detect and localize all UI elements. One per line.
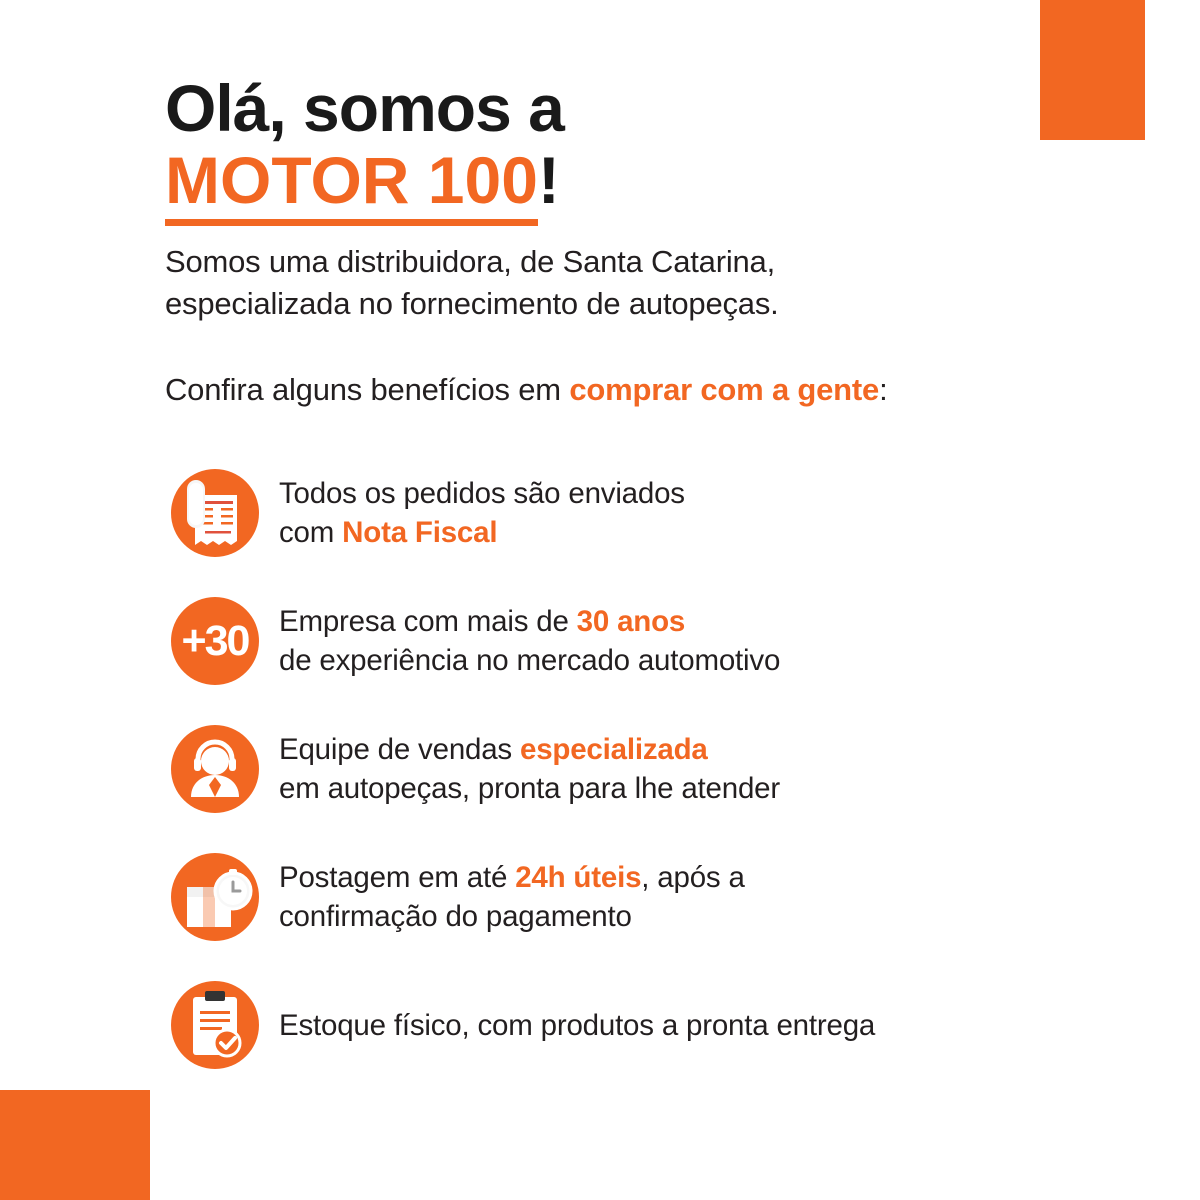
list-item-text xyxy=(279,730,780,808)
benefit-4-line-2: confirmação do pagamento xyxy=(279,900,632,934)
benefit-5-line-1: Estoque físico, com produtos a pronta entrega xyxy=(279,1008,876,1042)
benefits-lead-in-suffix: : xyxy=(879,372,888,408)
benefit-3-line-2: em autopeças, pronta para lhe atender xyxy=(279,772,780,806)
list-item-text xyxy=(279,474,685,552)
brand-name: MOTOR 100 xyxy=(165,143,538,226)
headset-agent-icon xyxy=(165,719,265,819)
intro-line-2: especializada no fornecimento de autopeças. xyxy=(165,286,779,322)
page-title-line-1: Olá, somos a xyxy=(165,71,564,145)
benefit-4-line-1-suffix: , após a xyxy=(641,861,745,895)
main-content xyxy=(165,71,1065,1103)
plus-thirty-label: +30 xyxy=(181,616,249,665)
benefits-lead-in-prefix: Confira alguns benefícios em xyxy=(165,372,570,408)
page-title-line-2 xyxy=(165,143,1065,217)
clipboard-check-icon xyxy=(165,975,265,1075)
list-item xyxy=(165,847,1065,947)
clipboard-check-icon-glyph xyxy=(165,975,265,1075)
decorative-corner-square-bottom-left xyxy=(0,1090,150,1200)
plus-thirty-badge-icon xyxy=(165,591,265,691)
benefit-1-line-1: Todos os pedidos são enviados xyxy=(279,477,685,511)
list-item xyxy=(165,719,1065,819)
benefit-3-line-1-prefix: Equipe de vendas xyxy=(279,733,520,767)
list-item xyxy=(165,975,1065,1075)
receipt-icon-glyph xyxy=(165,463,265,563)
list-item-text xyxy=(279,1006,875,1045)
package-stopwatch-icon-glyph xyxy=(165,847,265,947)
benefit-3-highlight: especializada xyxy=(519,733,708,767)
intro-paragraph xyxy=(165,241,1065,325)
list-item xyxy=(165,591,1065,691)
benefits-lead-in xyxy=(165,369,1065,411)
benefit-1-line-2-prefix: com xyxy=(279,516,343,550)
benefit-2-line-1-prefix: Empresa com mais de xyxy=(279,605,577,639)
benefits-lead-in-highlight: comprar com a gente xyxy=(569,372,880,408)
benefit-2-highlight: 30 anos xyxy=(576,605,686,639)
list-item-text xyxy=(279,858,745,936)
benefits-list xyxy=(165,463,1065,1075)
benefit-4-highlight: 24h úteis xyxy=(515,861,642,895)
list-item xyxy=(165,463,1065,563)
benefit-1-highlight: Nota Fiscal xyxy=(342,516,498,550)
intro-line-1: Somos uma distribuidora, de Santa Catarina, xyxy=(165,244,776,279)
headset-agent-icon-glyph xyxy=(165,719,265,819)
list-item-text xyxy=(279,602,780,680)
package-stopwatch-icon xyxy=(165,847,265,947)
benefit-2-line-2: de experiência no mercado automotivo xyxy=(279,644,781,678)
brand-exclamation: ! xyxy=(537,143,560,217)
benefit-4-line-1-prefix: Postagem em até xyxy=(279,861,516,895)
receipt-icon xyxy=(165,463,265,563)
